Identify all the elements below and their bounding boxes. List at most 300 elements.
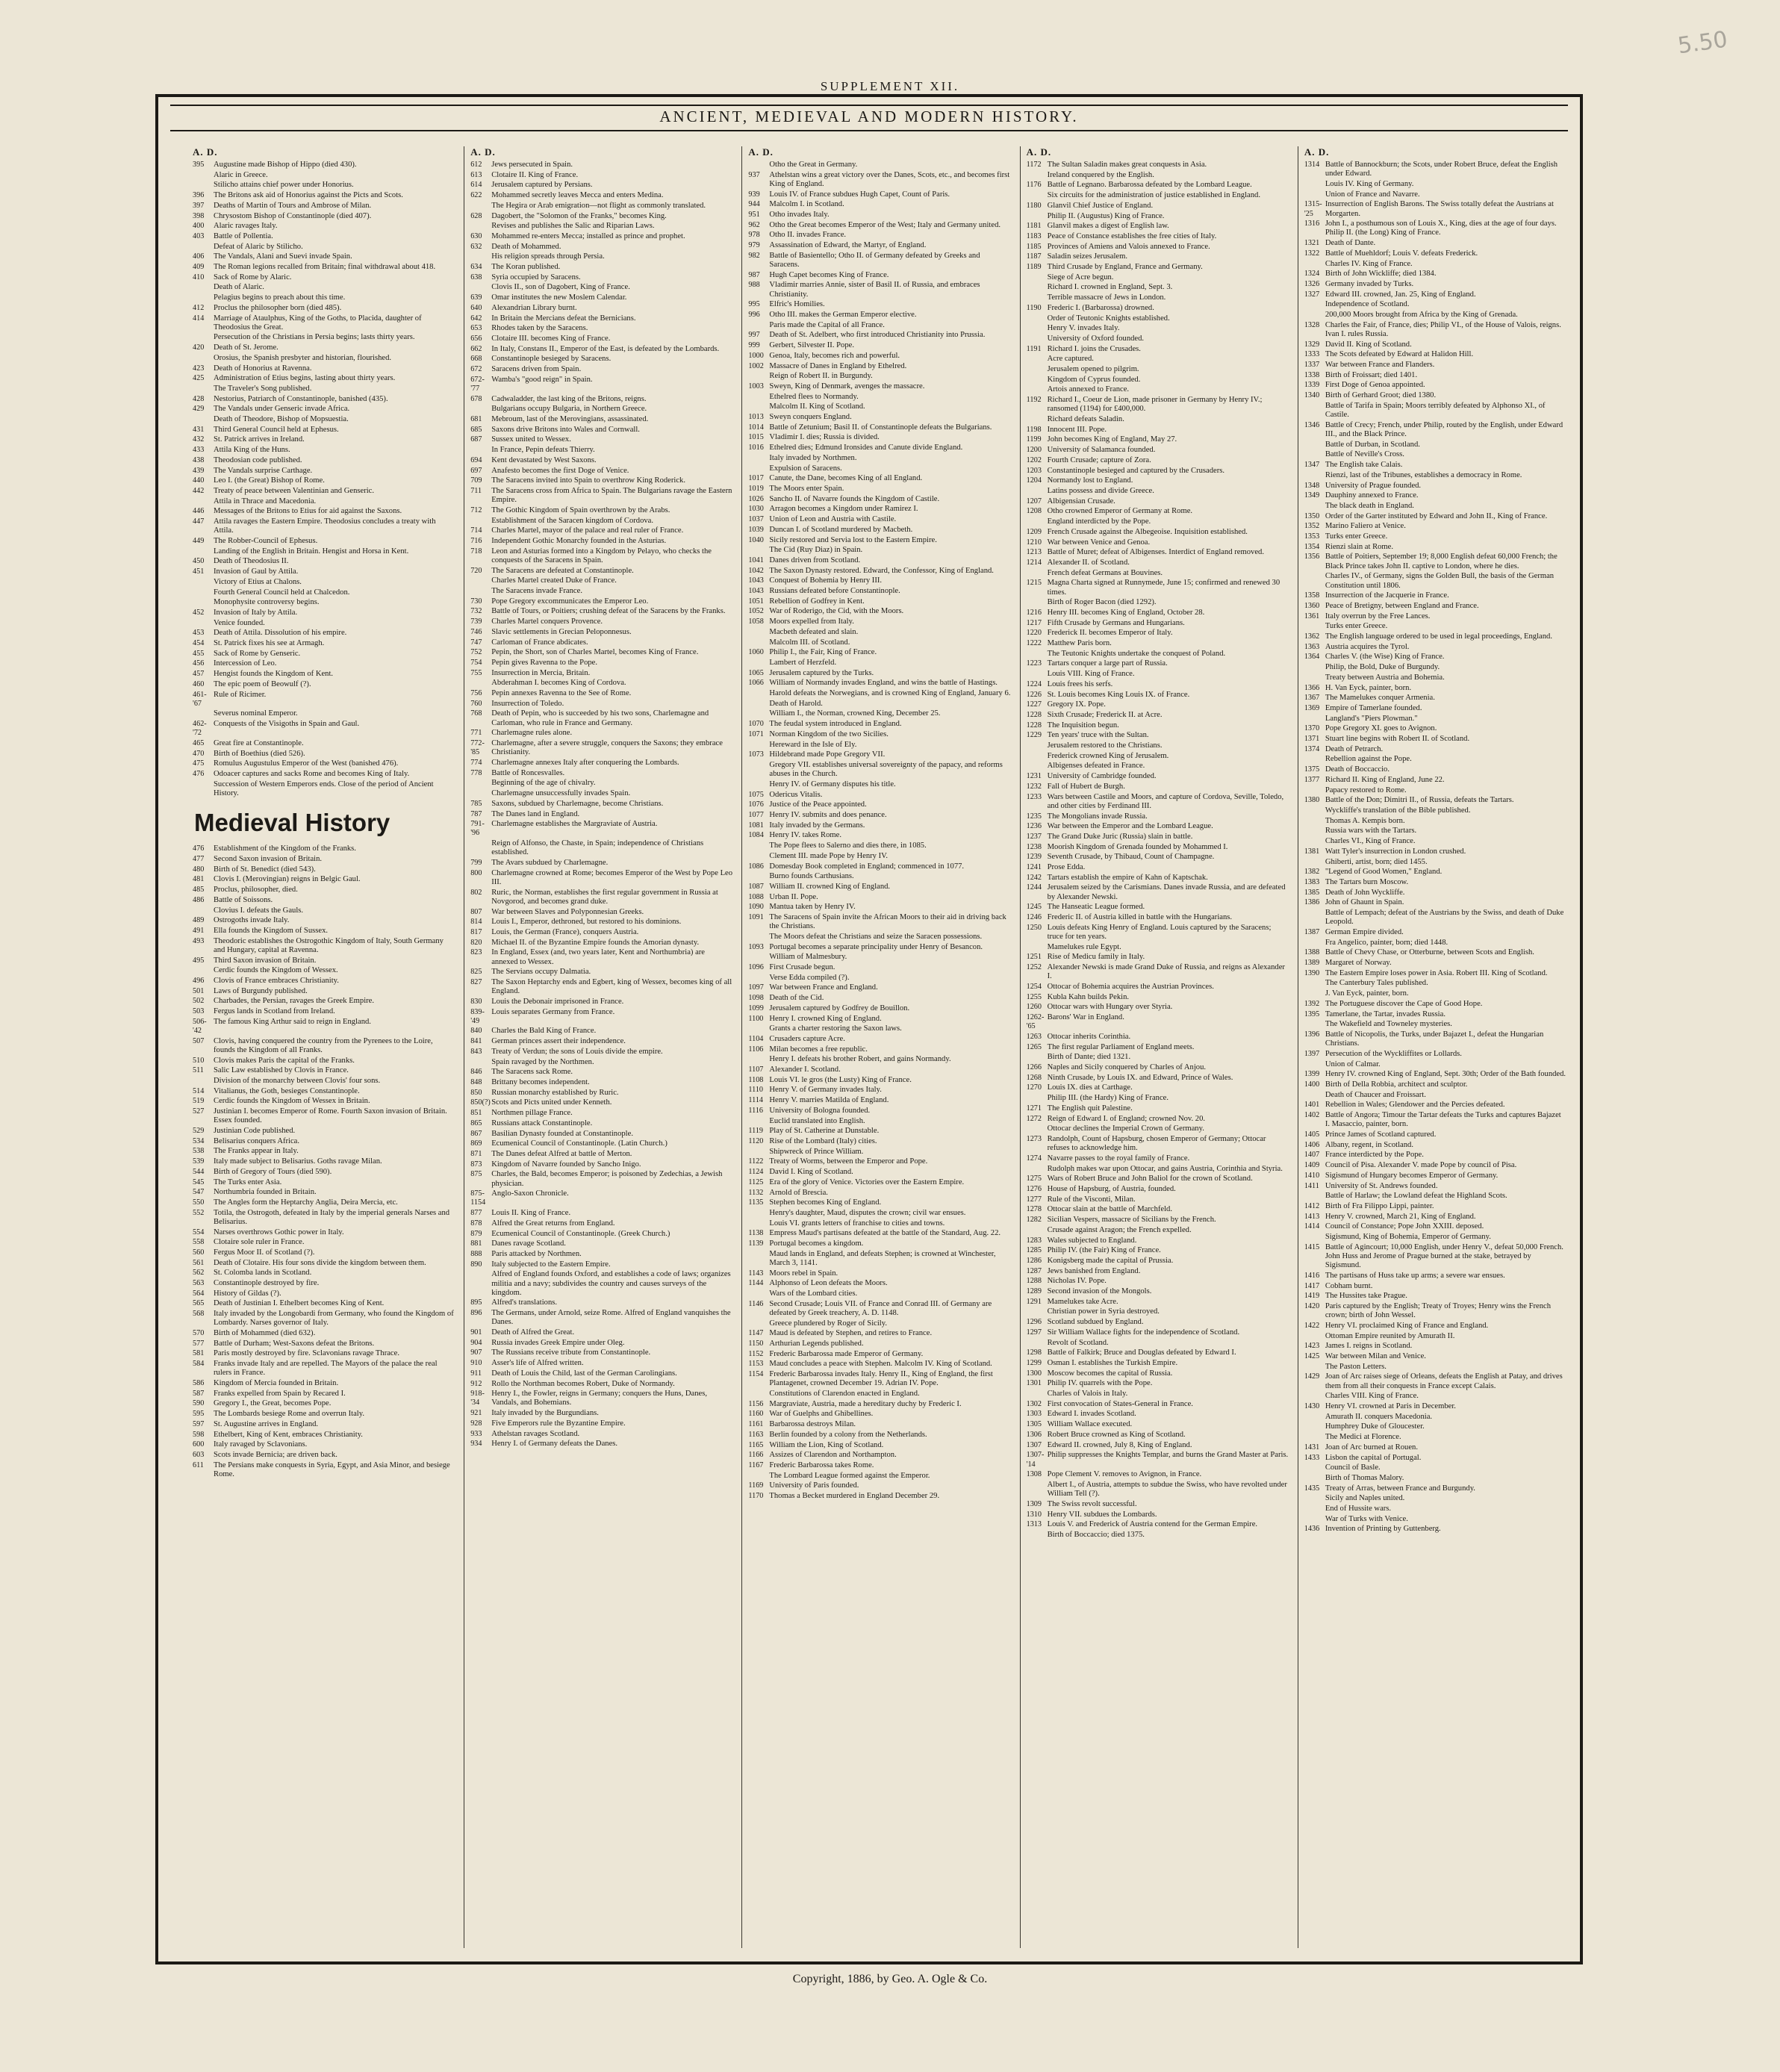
history-entry xyxy=(748,221,1010,230)
entry-text: Philip IV. (the Fair) King of France. xyxy=(1047,1246,1161,1255)
entry-year: 1138 xyxy=(748,1229,764,1238)
history-entry xyxy=(1027,843,1289,852)
entry-year: 1296 xyxy=(1026,1318,1042,1327)
history-entry xyxy=(748,1198,1010,1207)
history-entry xyxy=(193,374,455,383)
entry-year: 506-'42 xyxy=(193,1017,207,1035)
entry-text: Louis VI. le gros (the Lusty) King of France. xyxy=(769,1075,912,1084)
entry-text: Naples and Sicily conquered by Charles of Anjou. xyxy=(1047,1063,1207,1072)
entry-text: Battle of Harlaw; the Lowland defeat the Highland Scots. xyxy=(1325,1192,1507,1201)
history-entry xyxy=(470,1160,732,1169)
entry-text: Reign of Edward I. of England; crowned Nov. 20. xyxy=(1047,1114,1206,1123)
entry-text: Council of Basle. xyxy=(1325,1463,1381,1472)
entry-text: Hengist founds the Kingdom of Kent. xyxy=(214,670,334,679)
entry-year: 820 xyxy=(470,938,482,947)
history-entry xyxy=(748,1329,1010,1338)
entry-text: France interdicted by the Pope. xyxy=(1325,1151,1424,1160)
entry-year: 1210 xyxy=(1026,538,1042,547)
entry-year: 431 xyxy=(193,425,205,434)
entry-year: 1090 xyxy=(748,903,764,912)
history-entry xyxy=(748,638,1010,647)
history-entry xyxy=(1304,1413,1566,1422)
history-entry xyxy=(748,1065,1010,1074)
history-entry xyxy=(470,487,732,505)
history-entry xyxy=(1304,1111,1566,1129)
entry-text: Constantinople besieged and captured by the Crusaders. xyxy=(1047,466,1225,475)
entry-text: Carloman of France abdicates. xyxy=(491,638,588,647)
entry-year xyxy=(748,1390,769,1399)
history-entry xyxy=(1304,1352,1566,1361)
entry-year xyxy=(1304,989,1325,998)
history-entry xyxy=(1027,903,1289,912)
history-entry xyxy=(748,413,1010,422)
entry-text: Reign of Alfonso, the Chaste, in Spain; independence of Christians established. xyxy=(491,839,704,857)
entry-text: Genoa, Italy, becomes rich and powerful. xyxy=(769,351,900,360)
entry-year: 1104 xyxy=(748,1034,764,1043)
entry-text: Tartars conquer a large part of Russia. xyxy=(1047,659,1168,668)
entry-year: 1416 xyxy=(1304,1271,1320,1280)
history-entry xyxy=(470,526,732,535)
entry-year: 1407 xyxy=(1304,1151,1320,1160)
entry-text: Conquest of Bohemia by Henry III. xyxy=(769,576,883,585)
entry-year: 514 xyxy=(193,1086,205,1095)
history-entry xyxy=(1304,1474,1566,1483)
entry-year: 1015 xyxy=(748,433,764,442)
entry-year xyxy=(1027,376,1048,385)
entry-text: The Vandals under Genseric invade Africa. xyxy=(214,405,350,414)
entry-year: 1289 xyxy=(1026,1287,1042,1296)
history-entry xyxy=(1304,969,1566,978)
entry-year: 1070 xyxy=(748,720,764,729)
entry-year xyxy=(748,1024,769,1033)
entry-text: Edward II. crowned, July 8, King of England. xyxy=(1047,1440,1192,1449)
entry-year xyxy=(1304,1363,1325,1372)
entry-text: H. Van Eyck, painter, born. xyxy=(1325,683,1412,692)
entry-text: J. Van Eyck, painter, born. xyxy=(1325,989,1409,998)
history-entry xyxy=(193,1299,455,1308)
entry-text: Hereward in the Isle of Ely. xyxy=(769,740,857,749)
entry-year: 987 xyxy=(748,270,760,279)
history-entry xyxy=(748,800,1010,809)
history-entry xyxy=(748,883,1010,892)
entry-year: 1187 xyxy=(1026,252,1042,261)
entry-text: Kubla Kahn builds Pekin. xyxy=(1047,992,1130,1001)
history-entry xyxy=(1304,543,1566,552)
entry-text: The Wakefield and Towneley mysteries. xyxy=(1325,1020,1452,1029)
entry-year: 1260 xyxy=(1026,1003,1042,1012)
entry-year xyxy=(1027,670,1048,679)
entry-text: In Britain the Mercians defeat the Bernicians. xyxy=(491,314,636,323)
history-entry xyxy=(193,1451,455,1460)
entry-year xyxy=(748,1289,769,1298)
history-entry xyxy=(748,281,1010,299)
entry-year: 1000 xyxy=(748,351,764,360)
entry-year: 817 xyxy=(470,927,482,936)
entry-text: Edward I. invades Scotland. xyxy=(1047,1410,1136,1419)
history-entry xyxy=(748,1289,1010,1298)
entry-year: 423 xyxy=(193,364,205,373)
history-entry xyxy=(470,1119,732,1128)
history-entry xyxy=(193,1018,455,1036)
entry-text: Death of Clotaire. His four sons divide the kingdom between them. xyxy=(214,1258,426,1267)
entry-text: Louis, the German (France), conquers Austria. xyxy=(491,927,639,936)
entry-year: 814 xyxy=(470,918,482,927)
history-entry xyxy=(470,739,732,757)
entry-year: 1052 xyxy=(748,607,764,616)
entry-text: Louis II. King of France. xyxy=(491,1209,571,1218)
entry-text: Constantinople destroyed by fire. xyxy=(214,1279,320,1288)
entry-text: Persecution of the Christians in Persia begins; lasts thirty years. xyxy=(214,333,415,342)
entry-year: 672 xyxy=(470,365,482,374)
entry-text: Athelstan ravages Scotland. xyxy=(491,1429,580,1438)
entry-year: 1423 xyxy=(1304,1342,1320,1351)
history-entry xyxy=(1027,670,1289,679)
entry-year: 603 xyxy=(193,1450,205,1459)
entry-text: The Saxon Dynasty restored. Edward, the Confessor, King of England. xyxy=(769,566,994,575)
entry-text: Death of Louis the Child, last of the German Carolingians. xyxy=(491,1369,677,1378)
history-entry xyxy=(470,1078,732,1087)
entry-text: Austria acquires the Tyrol. xyxy=(1325,642,1410,651)
entry-year: 1176 xyxy=(1026,181,1042,190)
entry-year: 1107 xyxy=(748,1065,764,1074)
entry-year: 918-'34 xyxy=(470,1390,485,1407)
entry-text: Robert Bruce crowned as King of Scotland. xyxy=(1047,1430,1186,1439)
history-entry xyxy=(748,526,1010,535)
entry-year: 1430 xyxy=(1304,1401,1320,1410)
entry-year: 730 xyxy=(470,597,482,606)
entry-text: Northumbria founded in Britain. xyxy=(214,1188,317,1197)
history-entry xyxy=(1304,402,1566,420)
history-entry xyxy=(1027,1135,1289,1153)
entry-year: 1116 xyxy=(748,1106,764,1115)
history-entry xyxy=(1304,270,1566,279)
history-entry xyxy=(470,415,732,424)
entry-year: 875-1154 xyxy=(470,1189,486,1207)
history-entry xyxy=(193,987,455,996)
history-entry xyxy=(193,739,455,748)
history-entry xyxy=(1027,752,1289,761)
history-entry xyxy=(470,1089,732,1098)
entry-year: 1405 xyxy=(1304,1130,1320,1139)
entry-text: The Koran published. xyxy=(491,263,561,272)
history-entry xyxy=(1304,471,1566,480)
entry-year: 1420 xyxy=(1304,1301,1320,1310)
history-entry xyxy=(193,364,455,373)
entry-text: Charles of Valois in Italy. xyxy=(1047,1390,1128,1399)
entry-year: 1239 xyxy=(1026,853,1042,862)
history-entry xyxy=(1027,1205,1289,1214)
entry-year: 440 xyxy=(193,476,205,485)
entry-text: The Eastern Empire loses power in Asia. Robert III. King of Scotland. xyxy=(1325,968,1548,977)
entry-year: 1098 xyxy=(748,994,764,1003)
entry-text: Birth of St. Benedict (died 543). xyxy=(214,865,316,874)
entry-text: Insurrection of English Barons. The Swiss totally defeat the Austrians at Morgarten. xyxy=(1325,200,1554,218)
history-entry xyxy=(1027,212,1289,221)
entry-text: Jews banished from England. xyxy=(1047,1266,1141,1275)
history-entry xyxy=(748,402,1010,411)
history-entry xyxy=(193,619,455,628)
entry-year: 1349 xyxy=(1304,491,1320,500)
history-entry xyxy=(748,893,1010,902)
history-entry xyxy=(1304,765,1566,774)
entry-text: The Lombard League formed against the Emperor. xyxy=(769,1471,930,1480)
entry-text: Ruric, the Norman, establishes the first regular government in Russia at Novgorod, and becomes grand duke. xyxy=(491,888,718,906)
entry-year: 1017 xyxy=(748,474,764,483)
entry-text: The Franks appear in Italy. xyxy=(214,1147,299,1156)
history-entry xyxy=(1027,497,1289,506)
history-entry xyxy=(748,761,1010,779)
entry-year xyxy=(748,780,769,789)
entry-text: Moscow becomes the capital of Russia. xyxy=(1047,1369,1173,1378)
entry-year xyxy=(470,283,491,292)
entry-text: Wars between Castile and Moors, and capture of Cordova, Seville, Toledo, and other cities by Ferdinand III. xyxy=(1047,792,1284,810)
history-entry xyxy=(1027,243,1289,252)
history-entry xyxy=(1304,572,1566,590)
entry-year: 755 xyxy=(470,668,482,677)
entry-year xyxy=(748,628,769,637)
history-entry xyxy=(1027,517,1289,526)
entry-text: Italy subjected to the Eastern Empire. xyxy=(491,1260,611,1269)
entry-year: 939 xyxy=(748,190,760,199)
entry-text: House of Hapsburg, of Austria, founded. xyxy=(1047,1185,1176,1194)
entry-text: Otho invades Italy. xyxy=(769,211,830,220)
entry-text: Henry IV. crowned King of England, Sept. 30th; Order of the Bath founded. xyxy=(1325,1070,1566,1079)
entry-year: 907 xyxy=(470,1348,482,1357)
entry-text: Jerusalem restored to the Christians. xyxy=(1047,741,1163,750)
history-entry xyxy=(193,333,455,342)
history-entry xyxy=(1304,715,1566,724)
history-entry xyxy=(470,1390,732,1407)
history-entry xyxy=(1027,1390,1289,1399)
history-entry xyxy=(470,161,732,169)
history-entry xyxy=(470,1298,732,1307)
entry-year: 825 xyxy=(470,968,482,977)
entry-year: 1369 xyxy=(1304,703,1320,712)
history-entry xyxy=(1027,1481,1289,1499)
entry-year: 581 xyxy=(193,1349,205,1358)
entry-text: Scots invade Bernicia; are driven back. xyxy=(214,1450,337,1459)
entry-year: 1417 xyxy=(1304,1281,1320,1290)
entry-text: Pope Gregory excommunicates the Emperor Leo. xyxy=(491,597,649,606)
history-entry xyxy=(470,709,732,727)
entry-text: William of Malmesbury. xyxy=(769,953,847,962)
history-entry xyxy=(1027,283,1289,292)
history-entry xyxy=(470,659,732,668)
entry-year: 638 xyxy=(470,273,482,281)
entry-year: 895 xyxy=(470,1298,482,1307)
column-2 xyxy=(464,146,732,1948)
entry-text: Watt Tyler's insurrection in London crushed. xyxy=(1325,847,1466,856)
entry-year: 433 xyxy=(193,446,205,455)
entry-year: 1385 xyxy=(1304,888,1320,897)
entry-text: Birth of Thomas Malory. xyxy=(1325,1473,1404,1482)
entry-text: Venice founded. xyxy=(214,618,265,627)
entry-text: Defeat of Alaric by Stilicho. xyxy=(214,242,303,251)
entry-text: Latins possess and divide Greece. xyxy=(1047,487,1154,495)
entry-year: 560 xyxy=(193,1248,205,1257)
entry-text: Six circuits for the administration of justice established in England. xyxy=(1047,191,1260,200)
history-entry xyxy=(1304,847,1566,856)
entry-year: 428 xyxy=(193,394,205,403)
entry-year xyxy=(748,402,769,411)
entry-year: 1198 xyxy=(1026,425,1042,434)
entry-year: 1354 xyxy=(1304,542,1320,551)
entry-year xyxy=(1304,715,1325,724)
history-entry xyxy=(1304,260,1566,269)
entry-text: The black death in England. xyxy=(1325,501,1414,510)
entry-year xyxy=(1304,441,1325,449)
entry-text: Birth of John Wickliffe; died 1384. xyxy=(1325,270,1437,279)
history-entry xyxy=(193,1228,455,1237)
entry-year: 746 xyxy=(470,627,482,636)
entry-year: 598 xyxy=(193,1430,205,1439)
entry-year xyxy=(1027,741,1048,750)
entry-text: Henry III. becomes King of England, October 28. xyxy=(1047,608,1205,617)
entry-text: End of Hussite wars. xyxy=(1325,1505,1392,1513)
entry-text: The Britons ask aid of Honorius against the Picts and Scots. xyxy=(214,191,403,200)
entry-year: 1301 xyxy=(1026,1379,1042,1388)
history-entry xyxy=(1027,1185,1289,1194)
history-entry xyxy=(748,628,1010,637)
entry-text: Marriage of Ataulphus, King of the Goths, to Placida, daughter of Theodosius the Great. xyxy=(214,314,422,332)
entry-text: Ostrogoths invade Italy. xyxy=(214,916,290,925)
entry-text: Death of Harold. xyxy=(769,699,823,708)
history-entry xyxy=(748,352,1010,361)
history-entry xyxy=(1027,983,1289,992)
history-entry xyxy=(470,1348,732,1357)
entry-year: 709 xyxy=(470,476,482,485)
entry-year: 912 xyxy=(470,1379,482,1388)
entry-year xyxy=(1304,300,1325,309)
entry-year: 799 xyxy=(470,859,482,868)
history-entry xyxy=(748,1400,1010,1409)
entry-text: Hugh Capet becomes King of France. xyxy=(769,270,889,279)
entry-year: 982 xyxy=(748,251,760,260)
entry-text: Great fire at Constantinople. xyxy=(214,739,304,748)
entry-text: Ten years' truce with the Sultan. xyxy=(1047,731,1149,740)
history-entry xyxy=(470,1380,732,1389)
entry-year: 1016 xyxy=(748,444,764,452)
entry-year xyxy=(1027,385,1048,394)
entry-text: War between Slaves and Polyponnesian Greeks. xyxy=(491,907,644,916)
entry-year xyxy=(193,171,214,180)
history-entry xyxy=(1027,731,1289,740)
entry-text: Gregory I., the Great, becomes Pope. xyxy=(214,1399,332,1408)
entry-year: 1042 xyxy=(748,566,764,575)
entry-text: Henry V. crowned, March 21, King of England. xyxy=(1325,1212,1476,1221)
history-entry xyxy=(1304,1182,1566,1191)
top-rule xyxy=(170,105,1568,106)
history-entry xyxy=(1027,1246,1289,1255)
entry-text: Brittany becomes independent. xyxy=(491,1077,590,1086)
history-entry xyxy=(1304,858,1566,867)
entry-text: Euclid translated into English. xyxy=(769,1116,865,1125)
entry-year xyxy=(470,789,491,798)
history-entry xyxy=(193,487,455,496)
entry-year: 772-'85 xyxy=(470,739,485,757)
entry-year xyxy=(193,906,214,915)
entry-year xyxy=(193,780,214,798)
entry-year: 420 xyxy=(193,343,205,352)
history-entry xyxy=(748,1370,1010,1388)
history-entry xyxy=(748,1250,1010,1268)
history-entry xyxy=(193,1340,455,1348)
entry-text: Tamerlane, the Tartar, invades Russia. xyxy=(1325,1009,1446,1018)
entry-text: William of Normandy invades England, and wins the battle of Hastings. xyxy=(769,679,998,688)
entry-year: 1360 xyxy=(1304,601,1320,610)
entry-text: Landing of the English in Britain. Hengist and Horsa in Kent. xyxy=(214,547,409,556)
entry-year xyxy=(1027,487,1048,496)
entry-year: 1169 xyxy=(748,1481,764,1490)
entry-text: Langland's "Piers Plowman." xyxy=(1325,714,1418,723)
history-entry xyxy=(193,1007,455,1016)
history-entry xyxy=(193,547,455,556)
entry-text: Otho crowned Emperor of Germany at Rome. xyxy=(1047,507,1193,516)
entry-year xyxy=(1027,293,1048,302)
entry-year: 1401 xyxy=(1304,1101,1320,1110)
history-entry xyxy=(470,998,732,1007)
entry-year: 1185 xyxy=(1026,242,1042,251)
history-entry xyxy=(193,293,455,302)
entry-text: Wales subjected to England. xyxy=(1047,1236,1137,1245)
history-entry xyxy=(1027,548,1289,557)
history-entry xyxy=(1027,324,1289,333)
entry-text: Sicilian Vespers, massacre of Sicilians by the French. xyxy=(1047,1216,1216,1225)
entry-text: Russians attack Constantinople. xyxy=(491,1119,593,1127)
entry-year: 1352 xyxy=(1304,522,1320,531)
entry-year: 934 xyxy=(470,1440,482,1449)
entry-year: 480 xyxy=(193,865,205,874)
entry-year xyxy=(748,1250,769,1268)
history-entry xyxy=(1027,1470,1289,1479)
entry-year: 871 xyxy=(470,1149,482,1158)
entry-year: 830 xyxy=(470,997,482,1006)
history-entry xyxy=(1304,1243,1566,1271)
entry-year xyxy=(748,841,769,850)
entry-text: Beginning of the age of chivalry. xyxy=(491,779,596,788)
history-entry xyxy=(193,1209,455,1227)
history-entry xyxy=(1304,1515,1566,1524)
history-entry xyxy=(470,304,732,313)
entry-text: Henry I. defeats his brother Robert, and gains Normandy. xyxy=(769,1055,951,1064)
history-entry xyxy=(193,1198,455,1207)
entry-year: 687 xyxy=(470,435,482,444)
entry-text: Saxons drive Britons into Wales and Cornwall. xyxy=(491,425,640,434)
entry-text: The Pope flees to Salerno and dies there, in 1085. xyxy=(769,841,927,850)
history-entry xyxy=(1304,450,1566,459)
history-entry xyxy=(748,1035,1010,1044)
entry-text: Third Crusade by England, France and Germany. xyxy=(1047,263,1203,272)
entry-text: Independent Gothic Monarchy founded in the Asturias. xyxy=(491,537,667,546)
entry-year xyxy=(470,405,491,414)
history-entry xyxy=(470,978,732,996)
history-entry xyxy=(748,464,1010,473)
history-entry xyxy=(748,1055,1010,1064)
history-entry xyxy=(193,161,455,169)
history-entry xyxy=(1304,939,1566,948)
history-entry xyxy=(193,709,455,718)
entry-year: 568 xyxy=(193,1310,205,1319)
entry-text: Maud lands in England, and defeats Stephen; is crowned at Winchester, March 3, 1141. xyxy=(769,1249,996,1267)
history-entry xyxy=(1027,1318,1289,1327)
history-entry xyxy=(1027,721,1289,730)
entry-text: Louis separates Germany from France. xyxy=(491,1007,615,1016)
history-entry xyxy=(193,405,455,414)
entry-text: Berlin founded by a colony from the Netherlands. xyxy=(769,1430,927,1439)
entry-year: 1097 xyxy=(748,983,764,992)
entry-year xyxy=(193,354,214,363)
entry-text: Charlemagne rules alone. xyxy=(491,729,573,738)
